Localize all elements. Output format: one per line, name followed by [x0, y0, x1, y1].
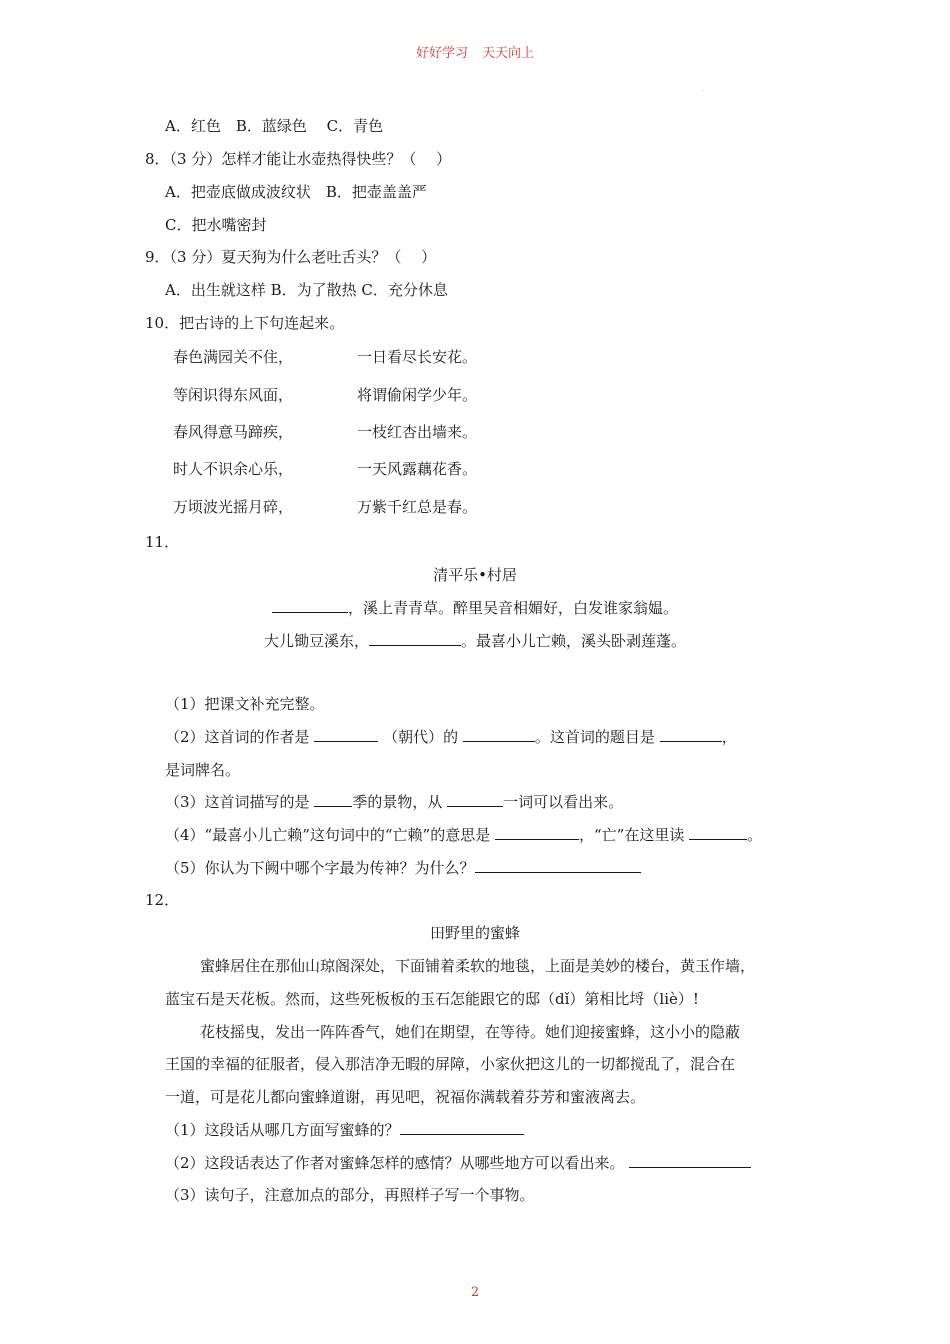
q12-sub2	[165, 1153, 751, 1173]
poem-right-line: 一日看尽长安花。	[357, 348, 478, 366]
page-header	[0, 42, 950, 61]
fill-blank[interactable]	[629, 1153, 751, 1168]
passage-line: 一道，可是花儿都向蜜蜂道谢，再见吧，祝福你满载着芬芳和蜜液离去。	[165, 1088, 646, 1106]
question-text: （朝代）的	[383, 728, 459, 746]
q12-sub3: （3）读句子，注意加点的部分，再照样子写一个事物。	[165, 1186, 535, 1204]
poem-right-line: 将谓偷闲学少年。	[357, 386, 478, 404]
passage-line: 王国的幸福的征服者，侵入那洁净无暇的屏障，小家伙把这儿的一切都搅乱了，混合在	[165, 1055, 736, 1073]
fill-blank[interactable]	[495, 825, 579, 840]
header-motto-right: 天天向上	[482, 46, 535, 61]
q9-options: A．出生就这样 B．为了散热 C．充分休息	[165, 281, 448, 299]
fill-blank[interactable]	[314, 792, 352, 807]
question-text: （2）这段话表达了作者对蜜蜂怎样的感情？从哪些地方可以看出来。	[165, 1154, 625, 1172]
q11-poem-title: 清平乐•村居	[433, 566, 517, 584]
question-text: 。这首词的题目是	[534, 728, 655, 746]
poem-left-line: 春风得意马蹄疾，	[173, 423, 294, 441]
fill-blank[interactable]	[689, 825, 747, 840]
q7-options: A．红色 B．蓝绿色 C．青色	[165, 117, 384, 135]
fill-blank[interactable]	[400, 1120, 524, 1135]
poem-left-line: 时人不识余心乐，	[173, 460, 294, 478]
question-text: （3）这首词描写的是	[165, 793, 310, 811]
question-text: ，	[721, 728, 737, 746]
q11-sub2-line2: 是词牌名。	[165, 761, 241, 779]
question-text: （5）你认为下阙中哪个字最为传神？为什么？	[165, 859, 475, 877]
fill-blank[interactable]	[369, 631, 461, 646]
q12-passage-title: 田野里的蜜蜂	[429, 924, 520, 942]
q8-options-line2: C．把水嘴密封	[165, 216, 267, 234]
q11-sub1: （1）把课文补充完整。	[165, 695, 325, 713]
q11-poem-line1	[0, 598, 950, 618]
fill-blank[interactable]	[475, 858, 641, 873]
passage-line: 蓝宝石是天花板。然而，这些死板板的玉石怎能跟它的邸（dǐ）第相比埒（liè）!	[165, 990, 699, 1008]
stray-dot: ·	[702, 88, 704, 95]
fill-blank[interactable]	[463, 727, 535, 742]
question-text: 。	[747, 826, 763, 844]
q10-stem: 10．把古诗的上下句连起来。	[145, 314, 345, 332]
question-text: 季的景物，从	[352, 793, 443, 811]
question-text: （1）这段话从哪几方面写蜜蜂的？	[165, 1121, 400, 1139]
poem-right-line: 一枝红杏出墙来。	[357, 423, 478, 441]
fill-blank[interactable]	[660, 727, 722, 742]
q11-sub5	[165, 858, 641, 878]
poem-left-line: 等闲识得东风面，	[173, 386, 294, 404]
poem-text: ，溪上青青草。醉里吴音相媚好，白发谁家翁媪。	[347, 599, 678, 617]
poem-right-line: 一天风露藕花香。	[357, 460, 478, 478]
question-text: 一词可以看出来。	[503, 793, 624, 811]
poem-left-line: 春色满园关不住，	[173, 348, 294, 366]
question-text: ，“亡”在这里读	[579, 826, 685, 844]
poem-left-line: 万顷波光摇月碎，	[173, 498, 294, 516]
q11-sub4	[165, 825, 762, 845]
fill-blank[interactable]	[447, 792, 503, 807]
poem-text: 大儿锄豆溪东，	[263, 632, 369, 650]
q8-options-line1: A．把壶底做成波纹状 B．把壶盖盖严	[165, 183, 427, 201]
poem-text: 。最喜小儿亡赖，溪头卧剥莲蓬。	[461, 632, 687, 650]
question-text: （4）“最喜小儿亡赖”这句词中的“亡赖”的意思是	[165, 826, 491, 844]
q12-sub1	[165, 1120, 524, 1140]
q12-number: 12．	[145, 891, 180, 909]
passage-line: 花枝摇曳，发出一阵阵香气，她们在期望，在等待。她们迎接蜜蜂，这小小的隐蔽	[200, 1023, 741, 1041]
q11-sub3	[165, 792, 623, 812]
q11-poem-line2	[0, 631, 950, 651]
fill-blank[interactable]	[314, 727, 378, 742]
question-text: （2）这首词的作者是	[165, 728, 310, 746]
q11-sub2	[165, 727, 737, 747]
q11-number: 11．	[145, 533, 180, 551]
header-motto-left: 好好学习	[415, 46, 468, 61]
passage-line: 蜜蜂居住在那仙山琼阁深处，下面铺着柔软的地毯，上面是美妙的楼台，黄玉作墙，	[200, 957, 756, 975]
page-number: 2	[470, 1285, 480, 1300]
q9-stem: 9．（3 分）夏天狗为什么老吐舌头？（ ）	[145, 248, 437, 266]
q8-stem: 8．（3 分）怎样才能让水壶热得快些？（ ）	[145, 150, 452, 168]
poem-right-line: 万紫千红总是春。	[357, 498, 478, 516]
fill-blank[interactable]	[272, 598, 348, 613]
